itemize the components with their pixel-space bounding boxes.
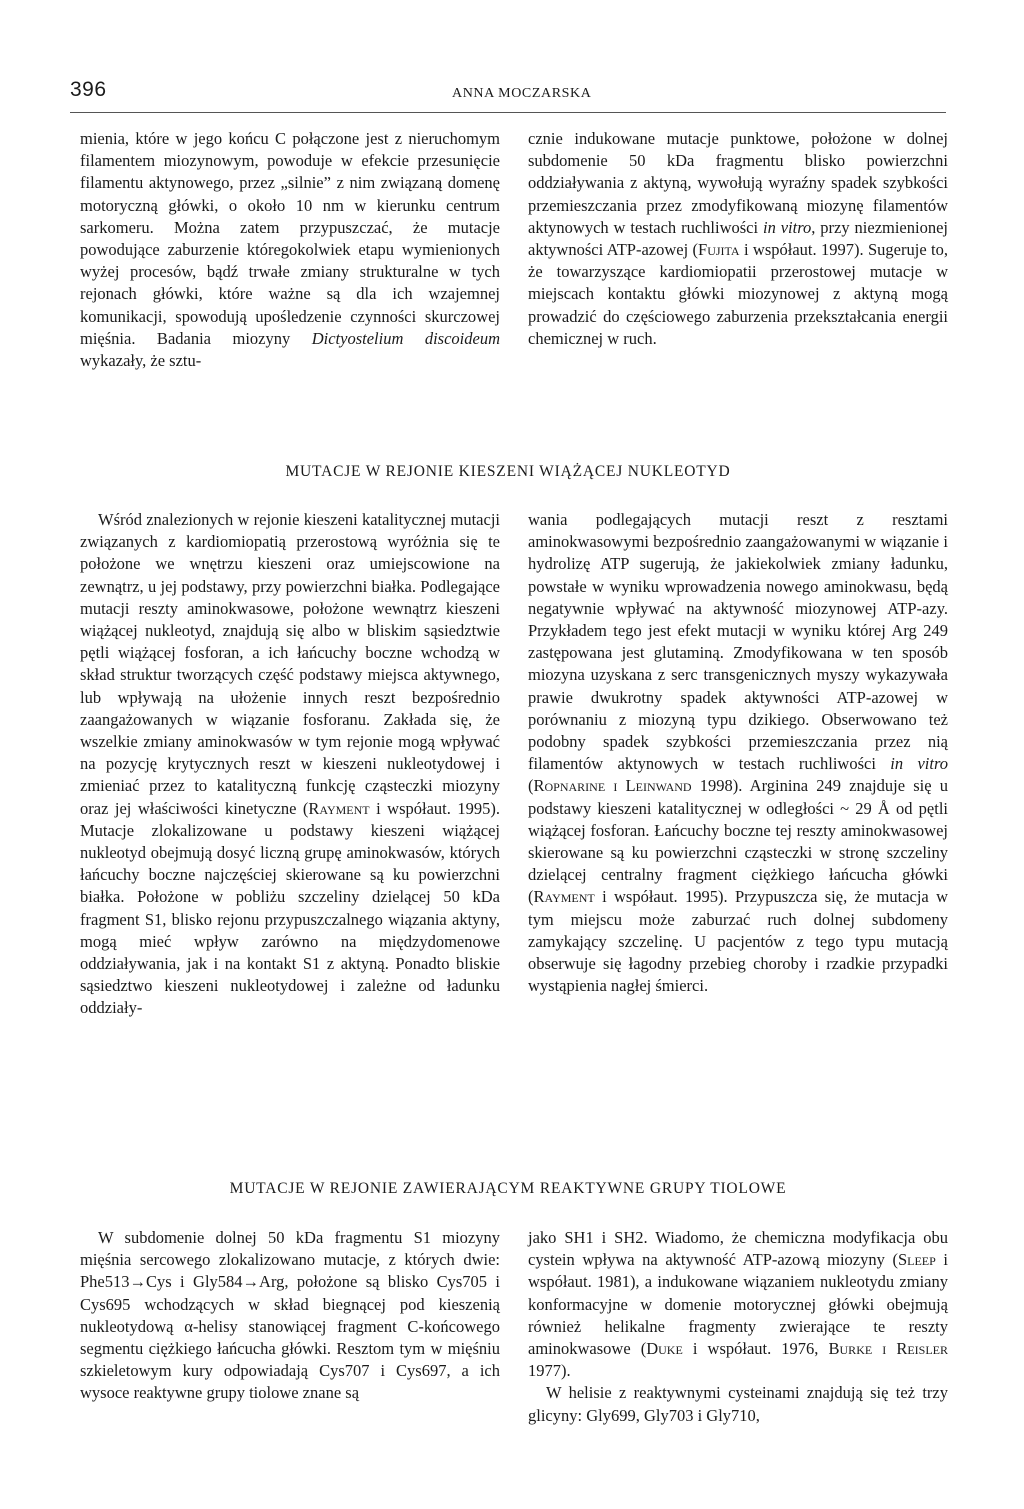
page-header <box>70 78 946 113</box>
page-number: 396 <box>70 78 107 101</box>
citation-author: Ropnarine i Leinwand <box>533 776 692 796</box>
paragraph: W subdomenie dolnej 50 kDa fragmentu S1 miozyny mięśnia sercowego zlokalizowano mutacje, z których dwie: Phe513→Cys i Gly584→Arg, położone są blisko Cys705 i Cys695 wchodzących w skład biegnącej pod kieszenią nukleotydową α-helisy stanowiącej fragment C-końcowego segmentu ciężkiego łańcucha główki. Resztom tym w mięśniu szkieletowym kury odpowiadają Cys707 i Cys697, a ich wysoce reaktywne grupy tiolowe znane są <box>80 1228 500 1403</box>
paragraph: W helisie z reaktywnymi cysteinami znajdują się też trzy glicyny: Gly699, Gly703 i Gly710, <box>528 1383 948 1425</box>
section2-left-column <box>80 509 500 1020</box>
citation-author: Burke i Reisler <box>828 1339 948 1359</box>
citation-author: Rayment <box>533 887 595 907</box>
paragraph: jako SH1 i SH2. Wiadomo, że chemiczna modyfikacja obu cystein wpływa na aktywność ATP-azową miozyny (Sleep i współaut. 1981), a indukowane wiązaniem nukleotydu zmiany konformacyjne w domenie motorycznej główki obejmują również helikalne fragmenty zwierające te reszty aminokwasowe (Duke i współaut. 1976, Burke i Reisler 1977). <box>528 1228 948 1381</box>
citation-author: Rayment <box>308 798 370 818</box>
section1-left-column <box>80 128 500 372</box>
section-heading: MUTACJE W REJONIE KIESZENI WIĄŻĄCEJ NUKLEOTYD <box>285 463 731 480</box>
running-head: ANNA MOCZARSKA <box>452 86 592 101</box>
paragraph: wania podlegających mutacji reszt z resztami aminokwasowymi bezpośrednio zaangażowanymi w wiązanie i hydrolizę ATP sugerują, że jakiekolwiek zmiany ładunku, powstałe w wyniku wprowadzenia nowego aminokwasu, będą negatywnie wpływać na aktywność miozynowej ATP-azy. Przykładem tego jest efekt mutacji w wyniku której Arg 249 zastępowana jest glutaminą. Zmodyfikowana w ten sposób miozyna uzyskana z serc transgenicznych myszy wykazywała prawie dwukrotny spadek aktywności ATP-azowej w porównaniu z miozyną typu dzikiego. Obserwowano też podobny spadek szybkości przemieszczania przez nią filamentów aktynowych w testach ruchliwości in vitro (Ropnarine i Leinwand 1998). Arginina 249 znajduje się u podstawy kieszeni katalitycznej w odległości ~ 29 Å od pętli wiążącej fosforan. Łańcuchy boczne tej reszty aminokwasowej skierowane są ku powierzchni cząsteczki w stronę szczeliny dzielącej centralny fragment ciężkiego łańcucha główki (Rayment i współaut. 1995). Przypuszcza się, że mutacja w tym miejscu może zaburzać ruch dolnej subdomeny zamykający szczelinę. U pacjentów z tego typu mutacją obserwuje się łagodny przebieg choroby i rzadkie przypadki wystąpienia nagłej śmierci. <box>528 510 949 996</box>
section-heading: MUTACJE W REJONIE ZAWIERAJĄCYM REAKTYWNE GRUPY TIOLOWE <box>229 1180 787 1197</box>
paragraph: mienia, które w jego końcu C połączone jest z nieruchomym filamentem miozynowym, powoduje w efekcie przesunięcie filamentu aktynowego, przez „silnie” z nim związaną domenę motoryczną główki, o około 10 nm w kierunku centrum sarkomeru. Można zatem przypuszczać, że mutacje powodujące zaburzenie któregokolwiek etapu wymienionych wyżej procesów, bądź trwałe zmiany strukturalne w tych rejonach główki, które ważne są dla ich wzajemnej komunikacji, spowodują upośledzenie czynności skurczowej mięśnia. Badania miozyny Dictyostelium discoideum wykazały, że sztu- <box>80 129 501 371</box>
section2-right-column <box>528 509 948 997</box>
citation-author: Duke <box>646 1339 683 1359</box>
species-name: Dictyostelium discoideum <box>311 328 501 348</box>
paragraph: Wśród znalezionych w rejonie kieszeni katalitycznej mutacji związanych z kardiomiopatią przerostową wyróżnia się te położone we wnętrzu kieszeni oraz umiejscowione na zewnątrz, u jej podstawy, przy powierzchni białka. Podlegające mutacji reszty aminokwasowe, położone wewnątrz kieszeni wiążącej nukleotyd, znajdują się albo w bliskim sąsiedztwie pętli wiążącej fosforan, a ich łańcuchy boczne wchodzą w skład struktur tworzących część podstawy miejsca aktywnego, lub wpływają na ułożenie innych reszt bezpośrednio zaangażowanych w wiązanie fosforanu. Zakłada się, że wszelkie zmiany aminokwasów w tym rejonie mogą wpływać na pozycję krytycznych reszt w kieszeni nukleotydowej i zmieniać przez to katalityczną funkcję cząsteczki miozyny oraz jej właściwości kinetyczne (Rayment i współaut. 1995). Mutacje zlokalizowane u podstawy kieszeni wiążącej nukleotyd obejmują dosyć liczną grupę aminokwasów, których łańcuchy boczne najczęściej skierowane są ku powierzchni białka. Położone w pobliżu szczeliny dzielącej 50 kDa fragment S1, blisko rejonu przypuszczalnego wiązania aktyny, mogą mieć wpływ zarówno na międzydomenowe oddziaływania, jak i na kontakt S1 z aktyną. Ponadto bliskie sąsiedztwo kieszeni nukleotydowej i zależne od ładunku oddziały- <box>80 510 500 1018</box>
section3-right-column <box>528 1227 948 1427</box>
section3-left-column <box>80 1227 500 1405</box>
paragraph: cznie indukowane mutacje punktowe, położone w dolnej subdomenie 50 kDa fragmentu blisko powierzchni oddziaływania z aktyną, wywołują wyraźny spadek szybkości przemieszczania przez zmodyfikowaną miozynę filamentów aktynowych w testach ruchliwości in vitro, przy niezmienionej aktywności ATP-azowej (Fujita i współaut. 1997). Sugeruje to, że towarzyszące kardiomiopatii przerostowej mutacje w miejscach kontaktu główki miozynowej z aktyną mogą prowadzić do częściowego zaburzenia przekształcania energii chemicznej w ruch. <box>528 129 948 348</box>
citation-author: Sleep <box>897 1250 936 1270</box>
section1-right-column <box>528 128 948 350</box>
citation-author: Fujita <box>698 240 740 260</box>
